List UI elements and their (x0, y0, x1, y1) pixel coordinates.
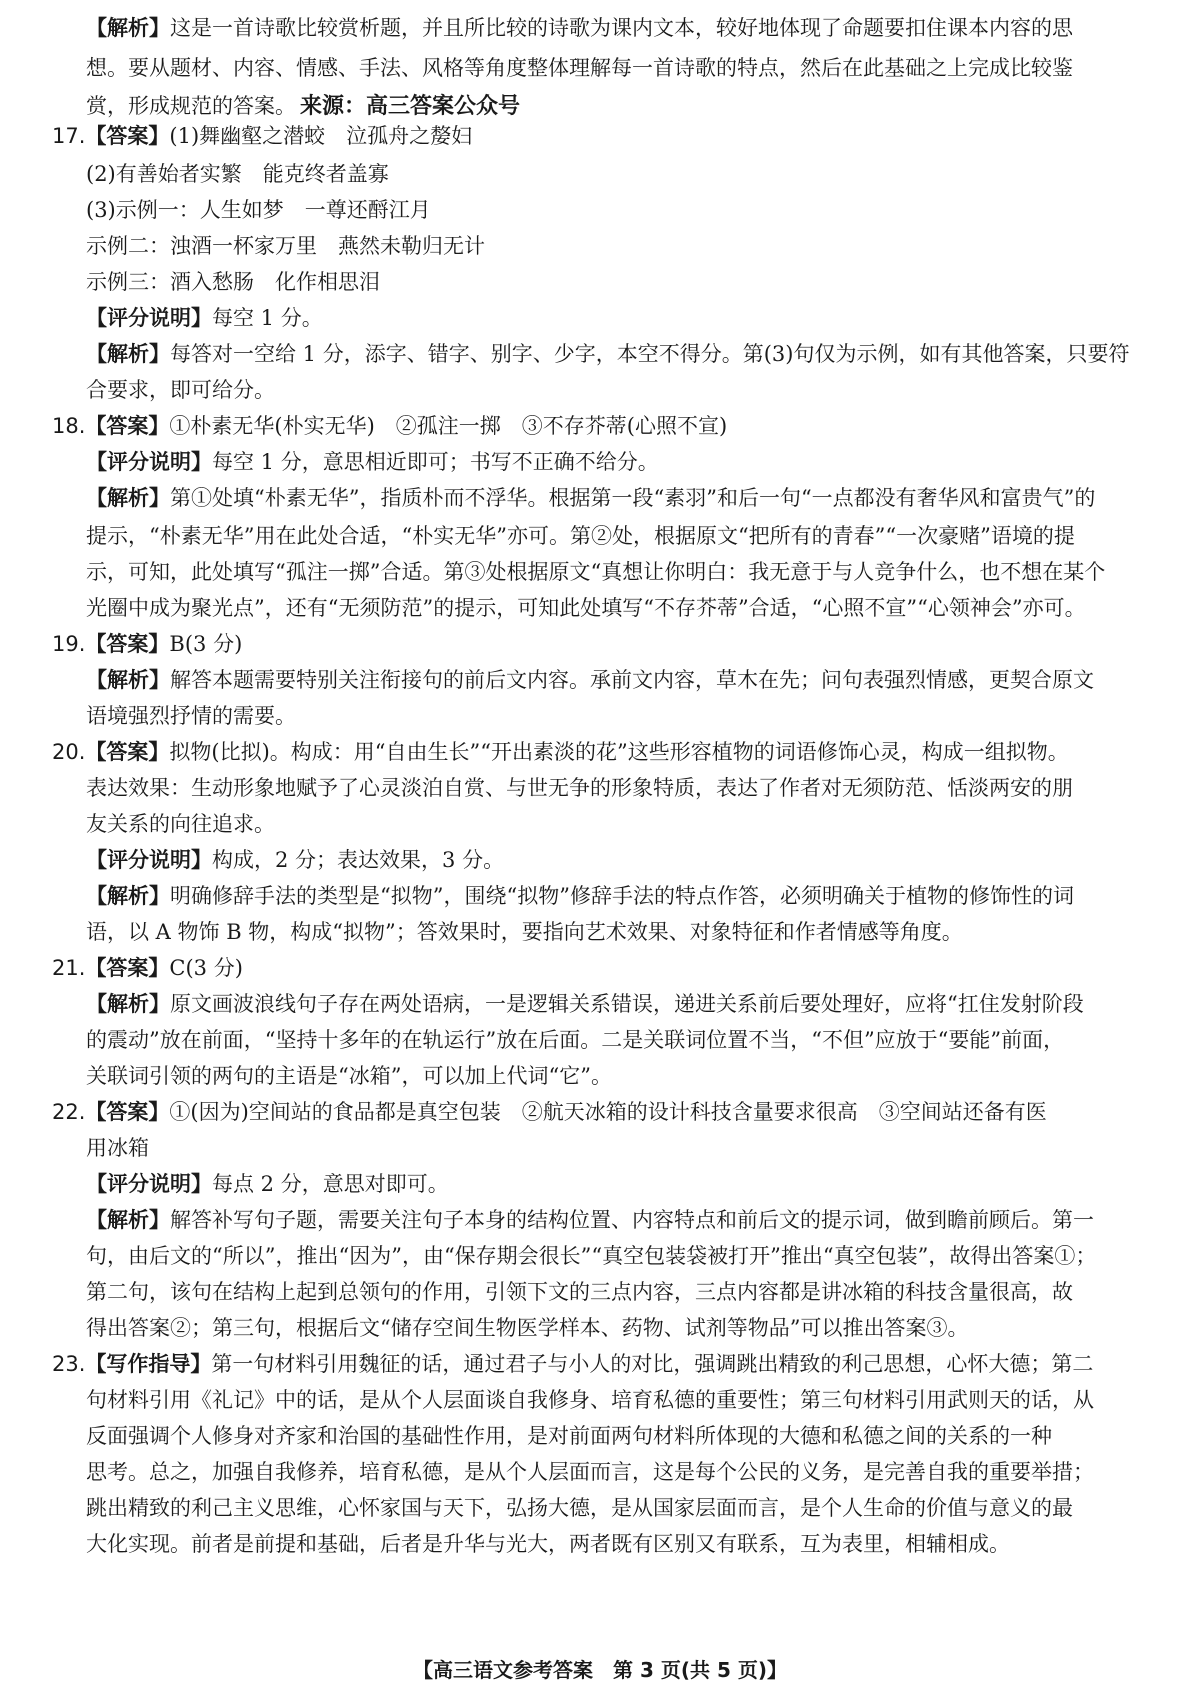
section-tag: 【 评分说明 】 (86, 848, 212, 872)
section-tag: 【 答案 】 (85, 1100, 169, 1124)
text-line (86, 1494, 1073, 1522)
text-line (86, 268, 380, 296)
section-tag: 【 评分说明 】 (86, 306, 212, 330)
line-text: 每空 1 分，意思相近即可；书写不正确不给分。 (212, 450, 659, 474)
question-number: 17. (52, 124, 86, 148)
line-text: 语，以 A 物饰 B 物，构成“拟物”；答效果时，要指向艺术效果、对象特征和作者情感等角度。 (86, 920, 963, 944)
line-text: 关联词引领的两句的主语是“冰箱”，可以加上代词“它”。 (86, 1064, 612, 1088)
line-text: ①朴素无华(朴实无华) ②孤注一掷 ③不存芥蒂(心照不宣) (169, 414, 728, 438)
text-line (86, 14, 1073, 42)
text-line (86, 448, 659, 476)
line-text: 构成，2 分；表达效果，3 分。 (212, 848, 505, 872)
text-line (86, 702, 296, 730)
line-text: 原文画波浪线句子存在两处语病，一是逻辑关系错误，递进关系前后要处理好，应将“扛住发射阶段 (170, 992, 1084, 1016)
text-line (86, 1206, 1094, 1234)
question-number: 20. (52, 740, 86, 764)
text-line (86, 1242, 1096, 1270)
line-text: 反面强调个人修身对齐家和治国的基础性作用，是对前面两句材料所体现的大德和私德之间的关系的一种 (86, 1424, 1052, 1448)
line-text: 的震动”放在前面，“坚持十多年的在轨运行”放在后面。二是关联词位置不当，“不但”应放于“要能”前面， (86, 1028, 1065, 1052)
text-line (86, 92, 520, 121)
line-text: 思考。总之，加强自我修养，培育私德，是从个人层面而言，这是每个公民的义务，是完善自我的重要举措； (86, 1460, 1094, 1484)
line-text: 第一句材料引用魏征的话，通过君子与小人的对比，强调跳出精致的利己思想，心怀大德；第二 (211, 1352, 1094, 1376)
section-tag: 【 评分说明 】 (86, 450, 212, 474)
question-number: 21. (52, 956, 86, 980)
section-tag: 【 解析 】 (86, 486, 170, 510)
text-line (86, 1458, 1094, 1486)
text-line (86, 990, 1084, 1018)
section-tag: 【 答案 】 (85, 740, 169, 764)
text-line (52, 738, 1069, 766)
text-line (86, 1170, 449, 1198)
line-text: 这是一首诗歌比较赏析题，并且所比较的诗歌为课内文本，较好地体现了命题要扣住课本内容的思 (170, 16, 1073, 40)
line-text: 合要求，即可给分。 (86, 378, 275, 402)
text-line (86, 594, 1086, 622)
question-number: 23. (52, 1352, 86, 1376)
line-text: 每答对一空给 1 分，添字、错字、别字、少字，本空不得分。第(3)句仅为示例，如有其他答案，只要符 (170, 342, 1130, 366)
text-line (86, 484, 1095, 512)
text-line (52, 1098, 1047, 1126)
section-tag: 【 评分说明 】 (86, 1172, 212, 1196)
text-line (86, 666, 1094, 694)
source-note: 来源：高三答案公众号 (300, 94, 521, 119)
line-text: (3)示例一：人生如梦 一尊还酹江月 (86, 198, 431, 222)
text-line (86, 1386, 1094, 1414)
question-number: 22. (52, 1100, 86, 1124)
text-line (86, 196, 431, 224)
line-text: 得出答案②；第三句，根据后文“储存空间生物医学样本、药物、试剂等物品”可以推出答案③。 (86, 1316, 969, 1340)
line-text: 句，由后文的“所以”，推出“因为”，由“保存期会很长”“真空包装袋被打开”推出“真空包装”，故得出答案①； (86, 1244, 1097, 1268)
text-line (86, 232, 485, 260)
page-footer (0, 1656, 1200, 1684)
line-text: (1)舞幽壑之潜蛟 泣孤舟之嫠妇 (169, 124, 473, 148)
line-text: 友关系的向往追求。 (86, 812, 275, 836)
text-line (52, 954, 243, 982)
text-line (52, 412, 727, 440)
text-line (86, 882, 1074, 910)
text-line (86, 846, 504, 874)
line-text: 赏，形成规范的答案。 (86, 94, 296, 118)
question-number: 18. (52, 414, 86, 438)
text-line (86, 1314, 968, 1342)
text-line (86, 160, 389, 188)
line-text: 示例二：浊酒一杯家万里 燕然未勒归无计 (86, 234, 485, 258)
line-text: 每点 2 分，意思对即可。 (212, 1172, 449, 1196)
text-line (86, 1026, 1064, 1054)
line-text: 光圈中成为聚光点”，还有“无须防范”的提示，可知此处填写“不存芥蒂”合适，“心照不宣”“心领神会”亦可。 (86, 596, 1086, 620)
text-line (86, 1530, 1010, 1558)
text-line (86, 774, 1073, 802)
section-tag: 【 答案 】 (85, 956, 169, 980)
text-line (86, 1278, 1073, 1306)
question-number: 19. (52, 632, 86, 656)
footer-title: 高三语文参考答案 (433, 1658, 594, 1682)
section-tag: 【 答案 】 (85, 124, 169, 148)
section-tag: 【 解析 】 (86, 884, 170, 908)
text-line (86, 340, 1129, 368)
line-text: 每空 1 分。 (212, 306, 323, 330)
text-line (86, 522, 1075, 550)
line-text: 第①处填“朴素无华”，指质朴而不浮华。根据第一段“素羽”和后一句“一点都没有奢华风和富贵气”的 (170, 486, 1096, 510)
text-line (86, 304, 323, 332)
line-text: 示例三：酒入愁肠 化作相思泪 (86, 270, 380, 294)
line-text: 用冰箱 (86, 1136, 149, 1160)
text-line (86, 1422, 1052, 1450)
section-tag: 【 答案 】 (85, 414, 169, 438)
line-text: B(3 分) (169, 632, 243, 656)
line-text: 大化实现。前者是前提和基础，后者是升华与光大，两者既有区别又有联系，互为表里，相辅相成。 (86, 1532, 1010, 1556)
text-line (52, 1350, 1093, 1378)
line-text: 明确修辞手法的类型是“拟物”，围绕“拟物”修辞手法的特点作答，必须明确关于植物的修饰性的词 (170, 884, 1074, 908)
text-line (86, 1062, 612, 1090)
text-line (86, 558, 1105, 586)
line-text: (2)有善始者实繁 能克终者盖寡 (86, 162, 389, 186)
line-text: 解答本题需要特别关注衔接句的前后文内容。承前文内容，草木在先；问句表强烈情感，更契合原文 (170, 668, 1094, 692)
section-tag: 【 解析 】 (86, 668, 170, 692)
line-text: 拟物(比拟)。构成：用“自由生长”“开出素淡的花”这些形容植物的词语修饰心灵，构成一组拟物。 (169, 740, 1069, 764)
line-text: 第二句，该句在结构上起到总领句的作用，引领下文的三点内容，三点内容都是讲冰箱的科技含量很高，故 (86, 1280, 1073, 1304)
section-tag: 【 解析 】 (86, 1208, 170, 1232)
line-text: 想。要从题材、内容、情感、手法、风格等角度整体理解每一首诗歌的特点，然后在此基础之上完成比较鉴 (86, 56, 1073, 80)
line-text: 语境强烈抒情的需要。 (86, 704, 296, 728)
footer-page: 第 3 页(共 5 页) (613, 1658, 767, 1682)
line-text: 表达效果：生动形象地赋予了心灵淡泊自赏、与世无争的形象特质，表达了作者对无须防范、恬淡两安的朋 (86, 776, 1073, 800)
section-tag: 【 答案 】 (85, 632, 169, 656)
line-text: 示，可知，此处填写“孤注一掷”合适。第③处根据原文“真想让你明白：我无意于与人竞争什么，也不想在某个 (86, 560, 1106, 584)
text-line (86, 54, 1073, 82)
text-line (86, 1134, 149, 1162)
text-line (52, 122, 472, 150)
line-text: 跳出精致的利己主义思维，心怀家国与天下，弘扬大德，是从国家层面而言，是个人生命的价值与意义的最 (86, 1496, 1073, 1520)
text-line (86, 918, 963, 946)
footer-label (413, 1658, 787, 1682)
line-text: 解答补写句子题，需要关注句子本身的结构位置、内容特点和前后文的提示词，做到瞻前顾后。第一 (170, 1208, 1094, 1232)
text-line (86, 810, 275, 838)
line-text: 提示，“朴素无华”用在此处合适，“朴实无华”亦可。第②处，根据原文“把所有的青春”“一次豪赌”语境的提 (86, 524, 1075, 548)
section-tag: 【 解析 】 (86, 342, 170, 366)
text-line (86, 376, 275, 404)
section-tag: 【 解析 】 (86, 16, 170, 40)
line-text: C(3 分) (169, 956, 243, 980)
line-text: 句材料引用《礼记》中的话，是从个人层面谈自我修身、培育私德的重要性；第三句材料引用武则天的话，从 (86, 1388, 1094, 1412)
section-tag: 【 写作指导 】 (85, 1352, 211, 1376)
line-text: ①(因为)空间站的食品都是真空包装 ②航天冰箱的设计科技含量要求很高 ③空间站还备有医 (169, 1100, 1047, 1124)
text-line (52, 630, 242, 658)
section-tag: 【 解析 】 (86, 992, 170, 1016)
